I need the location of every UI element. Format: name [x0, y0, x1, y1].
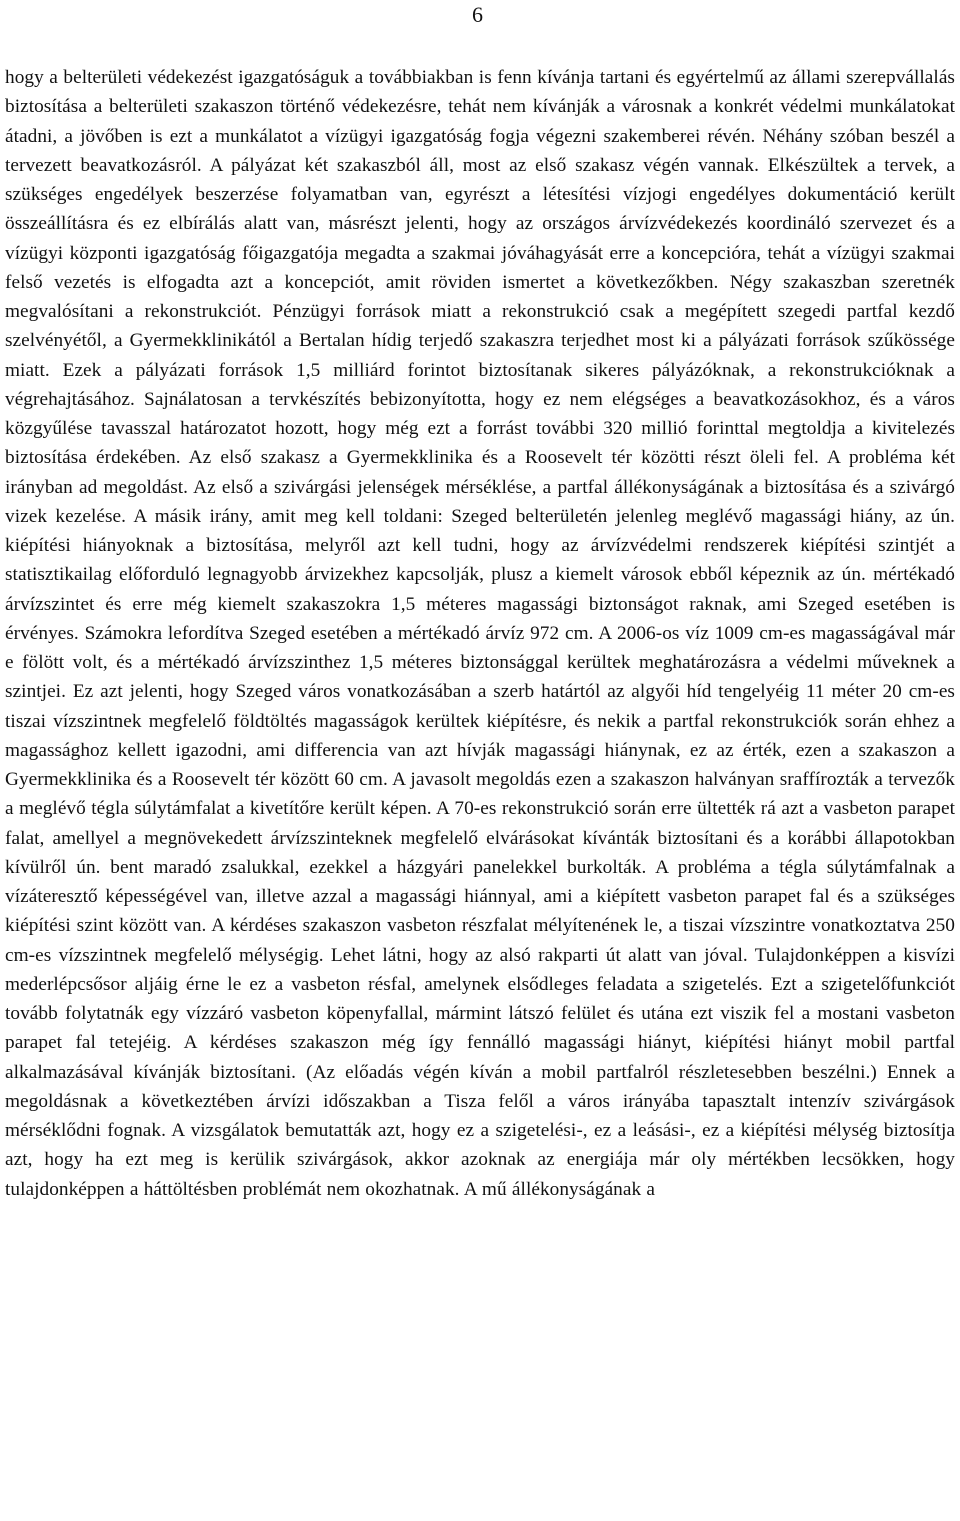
sentence: A 2006-os víz 1009 cm-es magasságával már e fölött volt, és a mértékadó árvízszinthez 1,5 méteres biztonsággal kerültek meghatározásra a védelmi műveknek a szintjei.: [5, 622, 955, 703]
sentence: Ezt a szigetelőfunkciót tovább folytatnák egy vízzáró vasbeton köpenyfallal, mármint látszó felület és utána ezt viszik fel a mostani vasbeton parapet fal tetejéig.: [5, 973, 955, 1054]
sentence: Az első a szivárgási jelenségek mérséklése, a partfal állékonyságának a biztosítása és a szivárgó vizek kezelése.: [5, 476, 955, 527]
page-number: 6: [472, 2, 483, 27]
sentence: A probléma a tégla súlytámfalnak a vízáteresztő képességével van, illetve azzal a magassági hiánnyal, ami a kiépített vasbeton parapet fal és a szükséges kiépítési szint között van.: [5, 856, 955, 937]
sentence: Ezek a pályázati források 1,5 milliárd forintot biztosítanak sikeres pályázóknak, a rekonstrukcióknak a végrehajtásához.: [5, 359, 955, 410]
sentence: Ennek a megoldásnak a következtében árvízi időszakban a Tisza felől a város irányába tapasztalt intenzív szivárgások mérséklődni fognak.: [5, 1061, 955, 1141]
sentence: A kérdéses szakaszon vasbeton részfalat mélyítenének le, a tiszai vízszintre vonatkoztatva 250 cm-es vízszintnek megfelelő mélységig.: [5, 915, 955, 966]
sentence: A javasolt megoldás ezen a szakaszon halványan sraffírozták a tervezők a meglévő tégla súlytámfalat a kivetítőre került képen.: [5, 769, 955, 820]
sentence: Néhány szóban beszél a tervezett beavatkozásról.: [5, 125, 956, 176]
sentence: Sajnálatosan a tervkészítés bebizonyította, hogy ez nem elégséges a beavatkozásokhoz, és a város közgyűlése tavasszal határozatot hozott, hogy még ezt a forrást további 320 millió forinttal megtoldja a kivitelezés biztosítása érdekében.: [5, 388, 955, 469]
sentence: Lehet látni, hogy az alsó rakparti út alatt van jóval.: [330, 944, 748, 966]
sentence: Elkészültek a tervek, a szükséges engedélyek beszerzése folyamatban van, egyrészt a létesítési vízjogi engedélyes dokumentáció került összeállításra és ez elbírálás alatt van, másrészt jelenti, hogy az országos árvízvédekezés koordináló szervezet és a vízügyi központi igazgatóság főigazgatója megadta a szakmai jóváhagyását erre a koncepcióra, tehát a vízügyi szakmai felső vezetés is elfogadta azt a koncepciót, amit röviden ismertet a következőkben.: [5, 154, 956, 293]
sentence: Négy szakaszban szeretnék megvalósítani a rekonstrukciót.: [5, 271, 956, 322]
sentence: Az első szakasz a Gyermekklinika és a Roosevelt tér közötti részt öleli fel.: [188, 447, 819, 469]
sentence: Ez azt jelenti, hogy Szeged város vonatkozásában a szerb határtól az algyői híd tengelyéig 11 méter 20 cm-es tiszai vízszintnek megfelelő földtöltés magasságok kerültek kiépítésre, és nekik a partfal rekonstrukciók során ehhez a magassághoz kellett igazodni, ami differencia van azt hívják magassági hiánynak, ez az érték, ezen a szakaszon a Gyermekklinika és a Roosevelt tér között 60 cm.: [5, 681, 955, 790]
sentence: A pályázat két szakaszból áll, most az első szakasz végén vannak.: [209, 154, 759, 176]
sentence: A mű állékonyságának a: [463, 1178, 656, 1200]
sentence: A vizsgálatok bemutatták azt, hogy ez a szigetelési-, ez a leásási-, ez a kiépítési mélység biztosítja azt, hogy ha ezt meg is kerülik szivárgások, akkor azoknak az energiája már oly mértékben lecsökken, hogy tulajdonképpen a háttöltésben problémát nem okozhatnak.: [5, 1120, 955, 1200]
sentence: Tulajdonképpen a kisvízi mederlépcsősor aljáig érne le ez a vasbeton résfal, amelynek elsődleges feladata a szigetelés.: [5, 944, 956, 995]
body-paragraph: [5, 63, 955, 1204]
sentence: A másik irány, amit meg kell toldani: Szeged belterületén jelenleg meglévő magassági hiány, az ún. kiépítési hiányoknak a biztosítása, melyről azt kell tudni, hogy az árvízvédelmi rendszerek kiépítési szintjét a statisztikailag előforduló legnagyobb árvizekhez kapcsolják, plusz a kiemelt városok ebből képeznik az ún. mértékadó árvízszintet és erre még kiemelt szakaszokra 1,5 méteres magassági biztonságot raknak, ami Szeged esetében is érvényes.: [5, 505, 955, 644]
sentence: Pénzügyi források miatt a rekonstrukció csak a megépített szegedi partfal kezdő szelvényétől, a Gyermekklinikától a Bertalan hídig terjedő szakaszra terjedhet most ki a pályázati források szűkössége miatt.: [5, 301, 955, 381]
sentence: hogy a belterületi védekezést igazgatóságuk a továbbiakban is fenn kívánja tartani és egyértelmű az állami szerepvállalás biztosítása a belterületi szakaszon történő védekezésre, tehát nem kívánják a városnak a konkrét védelmi munkálatokat átadni, a jövőben is ezt a munkálatot a vízügyi igazgatóság fogja végezni szakemberei révén.: [5, 67, 955, 147]
sentence: A 70-es rekonstrukció során erre ültették rá azt a vasbeton parapet falat, amellyel a megnövekedett árvízszinteknek megfelelő elvárásokat kívánták biztosítani és a korábbi állapotokban kívülről ún. bent maradó zsalukkal, ezekkel a házgyári panelekkel burkolták.: [5, 798, 955, 878]
sentence: (Az előadás végén kíván a mobil partfalról részletesebben beszélni.): [306, 1061, 877, 1083]
sentence: Számokra lefordítva Szeged esetében a mértékadó árvíz 972 cm.: [84, 622, 594, 644]
sentence: A kérdéses szakaszon még így fennálló magassági hiányt, kiépítési hiányt mobil partfal alkalmazásával kívánják biztosítani.: [5, 1032, 955, 1083]
sentence: A probléma két irányban ad megoldást.: [5, 447, 955, 498]
